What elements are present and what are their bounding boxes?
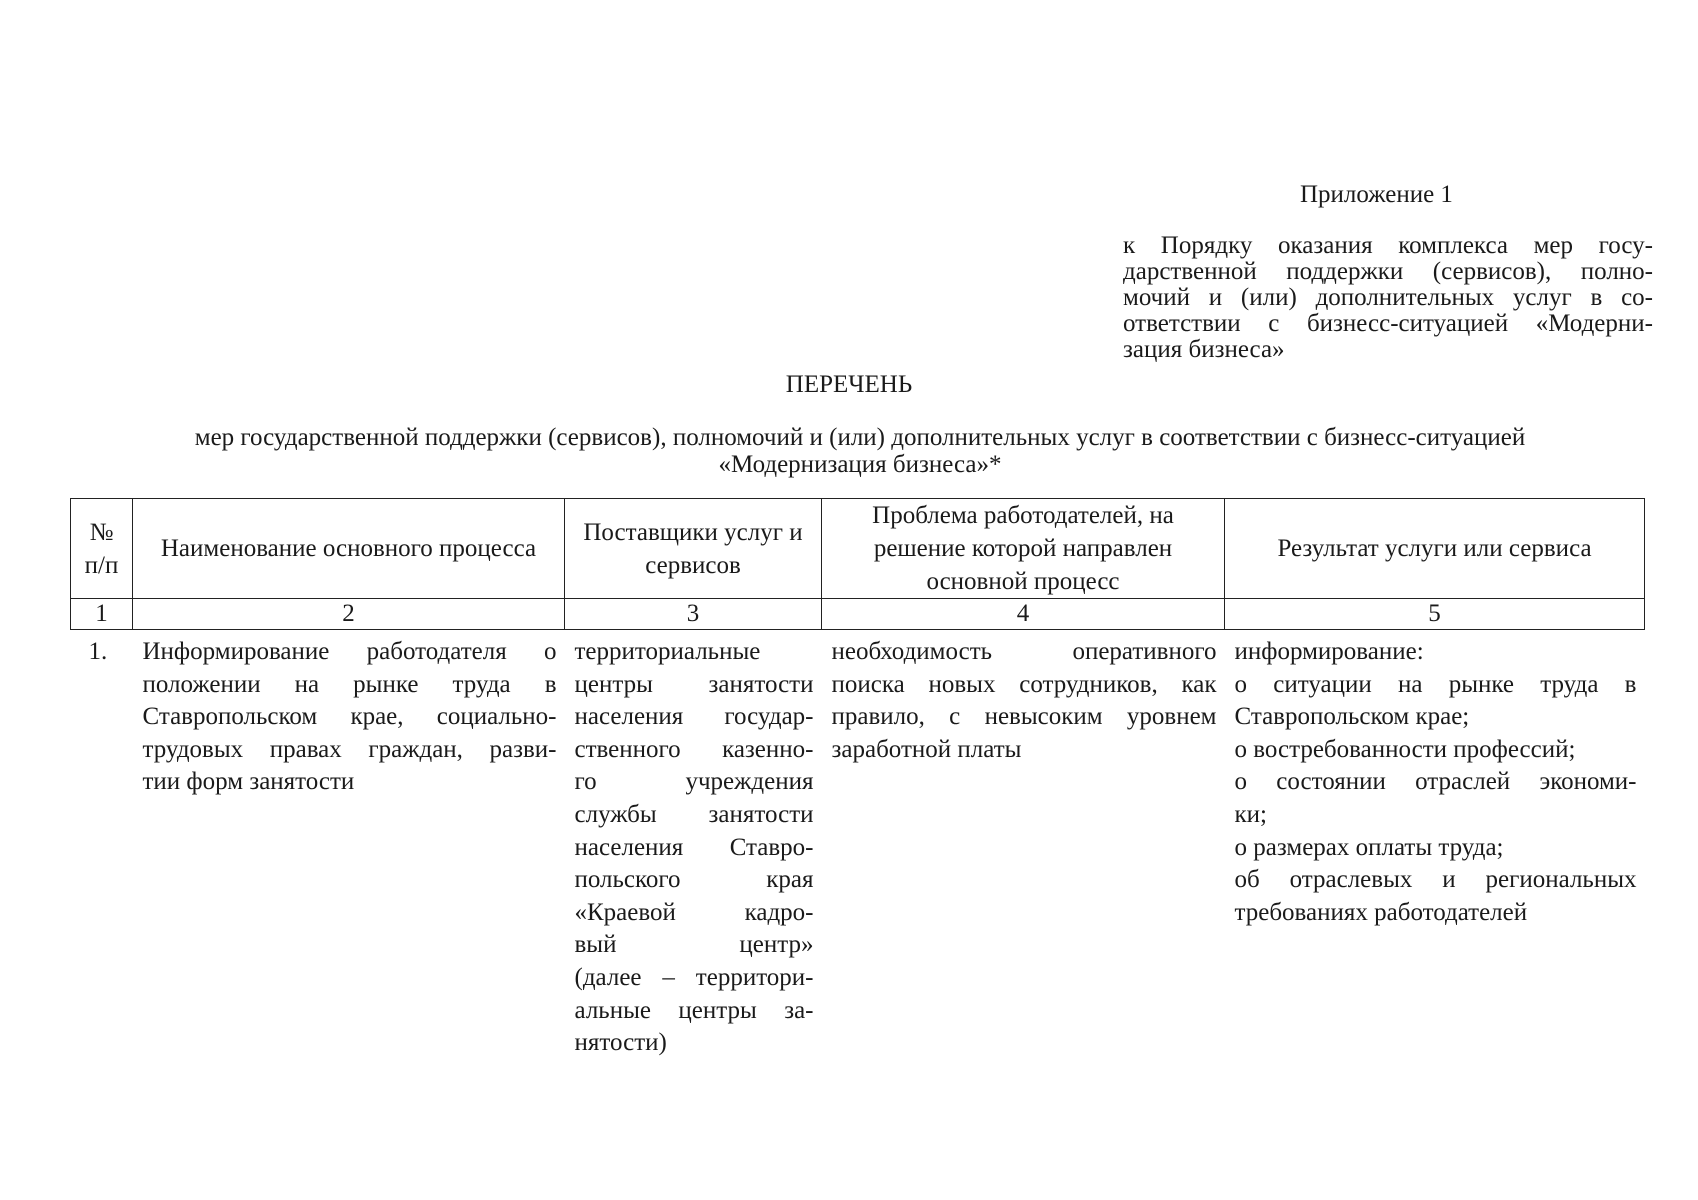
providers-line: службы занятости [574, 800, 814, 828]
providers-cell [565, 630, 822, 1060]
problem-line: заработной платы [831, 735, 1022, 763]
row-number: 1. [88, 638, 108, 665]
problem-line: поиска новых сотрудников, как [831, 670, 1217, 698]
result-line: о ситуации на рынке труда в [1234, 670, 1637, 698]
table-row [71, 630, 1645, 1060]
table-header-row [71, 499, 1645, 599]
column-number: 3 [565, 599, 822, 630]
result-line: о состоянии отраслей экономи- [1234, 768, 1637, 796]
result-line: ки; [1234, 800, 1267, 828]
providers-line: альные центры за- [574, 996, 814, 1024]
column-number-row [71, 599, 1645, 630]
document-subtitle [60, 424, 1660, 478]
result-line: информирование: [1234, 638, 1424, 665]
header-number: № п/п [71, 499, 133, 599]
providers-line: «Краевой кадро- [574, 898, 814, 926]
result-line: о востребованности профессий; [1234, 735, 1576, 763]
providers-line: польского края [574, 866, 814, 894]
header-providers: Поставщики услуг и сервисов [565, 499, 822, 599]
result-line: Ставропольском крае; [1234, 703, 1470, 731]
process-line: Информирование работодателя о [142, 638, 557, 665]
providers-line: населения Ставро- [574, 833, 814, 861]
appendix-reference-line: ответствии с бизнесс-ситуацией «Модерни- [1123, 310, 1653, 337]
appendix-reference-line: дарственной поддержки (сервисов), полно- [1123, 258, 1653, 285]
providers-line: центры занятости [574, 670, 814, 698]
process-line: Ставропольском крае, социально- [142, 703, 557, 731]
header-result: Результат услуги или сервиса [1225, 499, 1645, 599]
providers-line: территориальные [574, 638, 761, 665]
providers-line: населения государ- [574, 703, 814, 731]
document-subtitle-line: мер государственной поддержки (сервисов), полномочий и (или) дополнительных услуг в соответствии с бизнесс-ситуацией [194, 424, 1526, 451]
appendix-reference-line: к Порядку оказания комплекса мер госу- [1123, 232, 1653, 259]
appendix-reference-line: мочий и (или) дополнительных услуг в со- [1123, 284, 1653, 311]
appendix-reference [1123, 233, 1653, 363]
column-number: 4 [822, 599, 1225, 630]
problem-line: необходимость оперативного [831, 638, 1217, 665]
providers-line: го учреждения [574, 768, 814, 796]
process-line: положении на рынке труда в [142, 670, 557, 698]
providers-line: нятости) [574, 1029, 667, 1057]
providers-line: ственного казенно- [574, 735, 814, 763]
header-process: Наименование основного процесса [133, 499, 565, 599]
problem-line: правило, с невысоким уровнем [831, 703, 1217, 731]
process-line: трудовых правах граждан, разви- [142, 735, 557, 763]
document-subtitle-line: «Модернизация бизнеса»* [718, 451, 1002, 478]
problem-cell [822, 630, 1225, 1060]
measures-table [70, 498, 1645, 1060]
result-line: о размерах оплаты труда; [1234, 833, 1504, 861]
process-line: тии форм занятости [142, 768, 355, 796]
providers-line: вый центр» [574, 931, 814, 959]
document-title: ПЕРЕЧЕНЬ [785, 371, 913, 398]
appendix-title: Приложение 1 [1300, 181, 1453, 208]
appendix-reference-line: зация бизнеса» [1123, 336, 1285, 363]
result-cell [1225, 630, 1645, 1060]
result-line: требованиях работодателей [1234, 898, 1528, 926]
column-number: 5 [1225, 599, 1645, 630]
header-problem: Проблема работодателей, на решение которой направлен основной процесс [822, 499, 1225, 599]
providers-line: (далее – территори- [574, 963, 814, 991]
column-number: 2 [133, 599, 565, 630]
process-cell [133, 630, 565, 1060]
result-line: об отраслевых и региональных [1234, 866, 1637, 894]
column-number: 1 [71, 599, 133, 630]
